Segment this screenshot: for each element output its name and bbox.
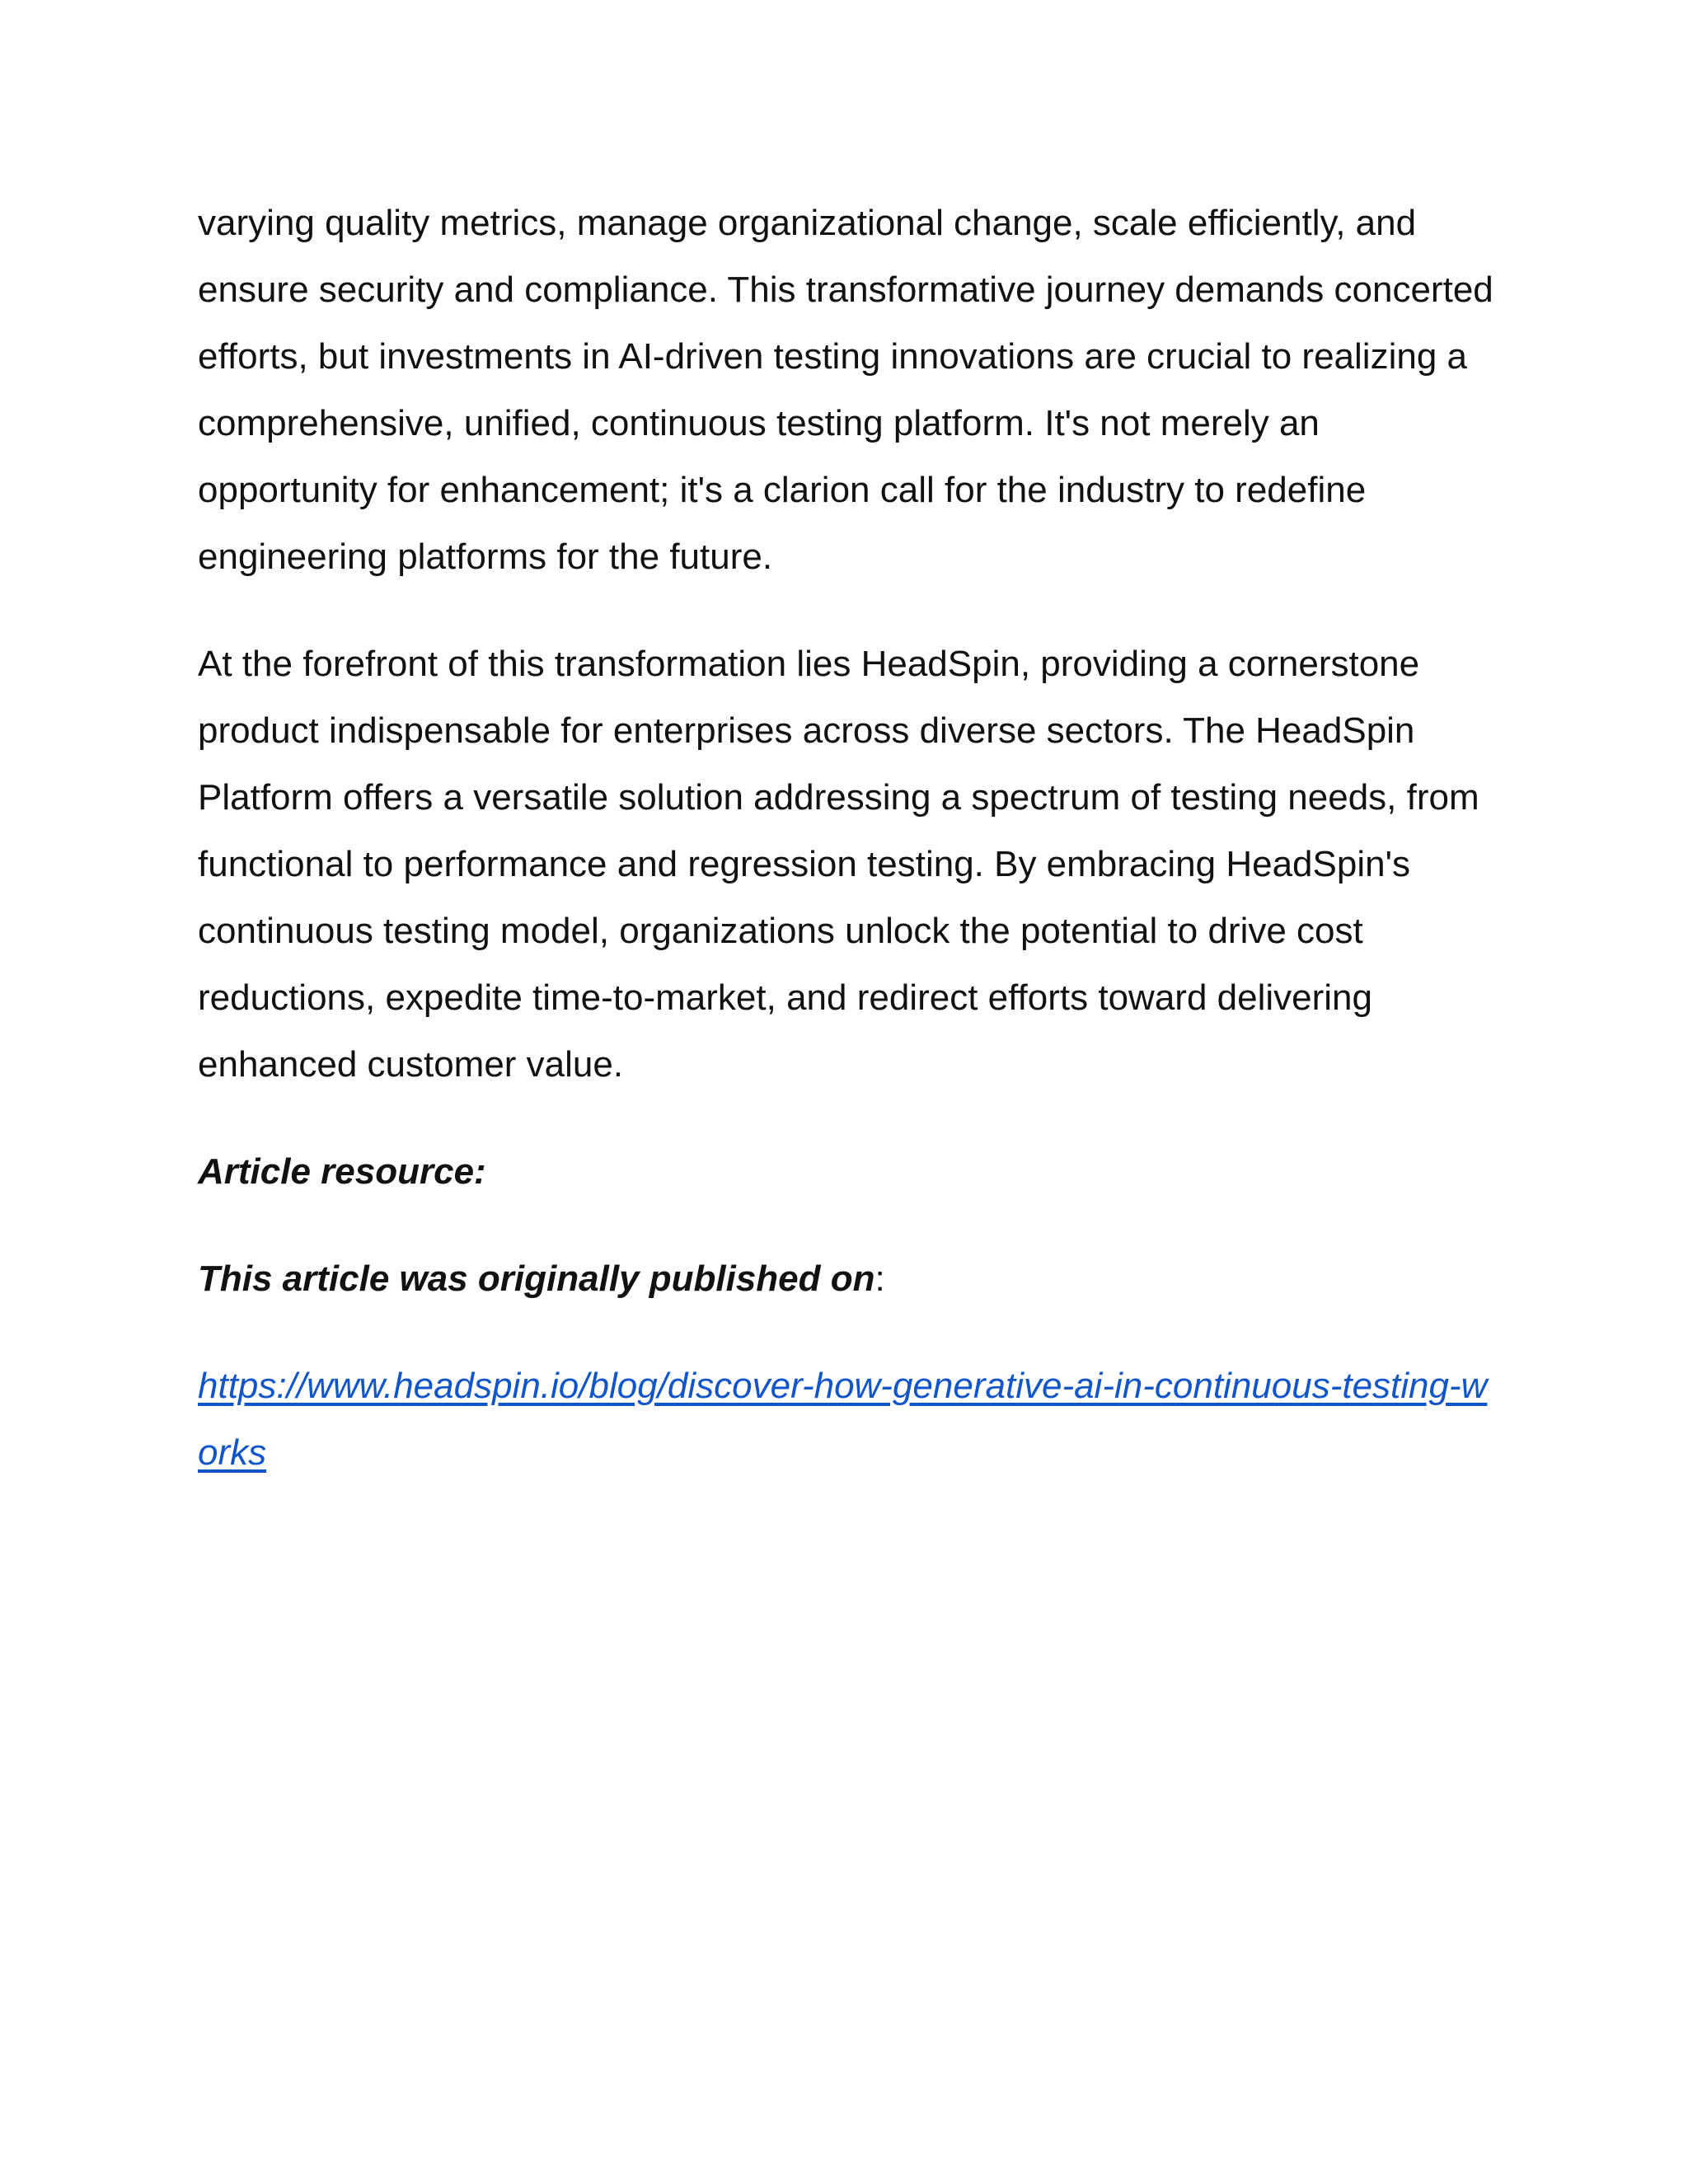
body-paragraph-2: At the forefront of this transformation lies HeadSpin, providing a cornerstone product indispensable for enterprises across diverse sectors. The HeadSpin Platform offers a versatile solution addressing a spectrum of testing needs, from functional to performance and regression testing. By embracing HeadSpin's continuous testing model, organizations unlock the potential to drive cost reductions, expedite time-to-market, and redirect efforts toward delivering enhanced customer value. (198, 644, 1479, 1085)
article-resource-heading: Article resource: (198, 1151, 486, 1192)
originally-published-colon: : (874, 1258, 885, 1299)
originally-published-label: This article was originally published on (198, 1258, 875, 1299)
document-page (198, 190, 1500, 1486)
body-paragraph-1: varying quality metrics, manage organizational change, scale efficiently, and ensure security and compliance. This transformative journey demands concerted efforts, but investments in AI-driven testing innovations are crucial to realizing a comprehensive, unified, continuous testing platform. It's not merely an opportunity for enhancement; it's a clarion call for the industry to redefine engineering platforms for the future. (198, 203, 1493, 577)
source-link[interactable]: https://www.headspin.io/blog/discover-how-generative-ai-in-continuous-testing-works (198, 1366, 1488, 1473)
originally-published-heading (198, 1245, 1500, 1312)
